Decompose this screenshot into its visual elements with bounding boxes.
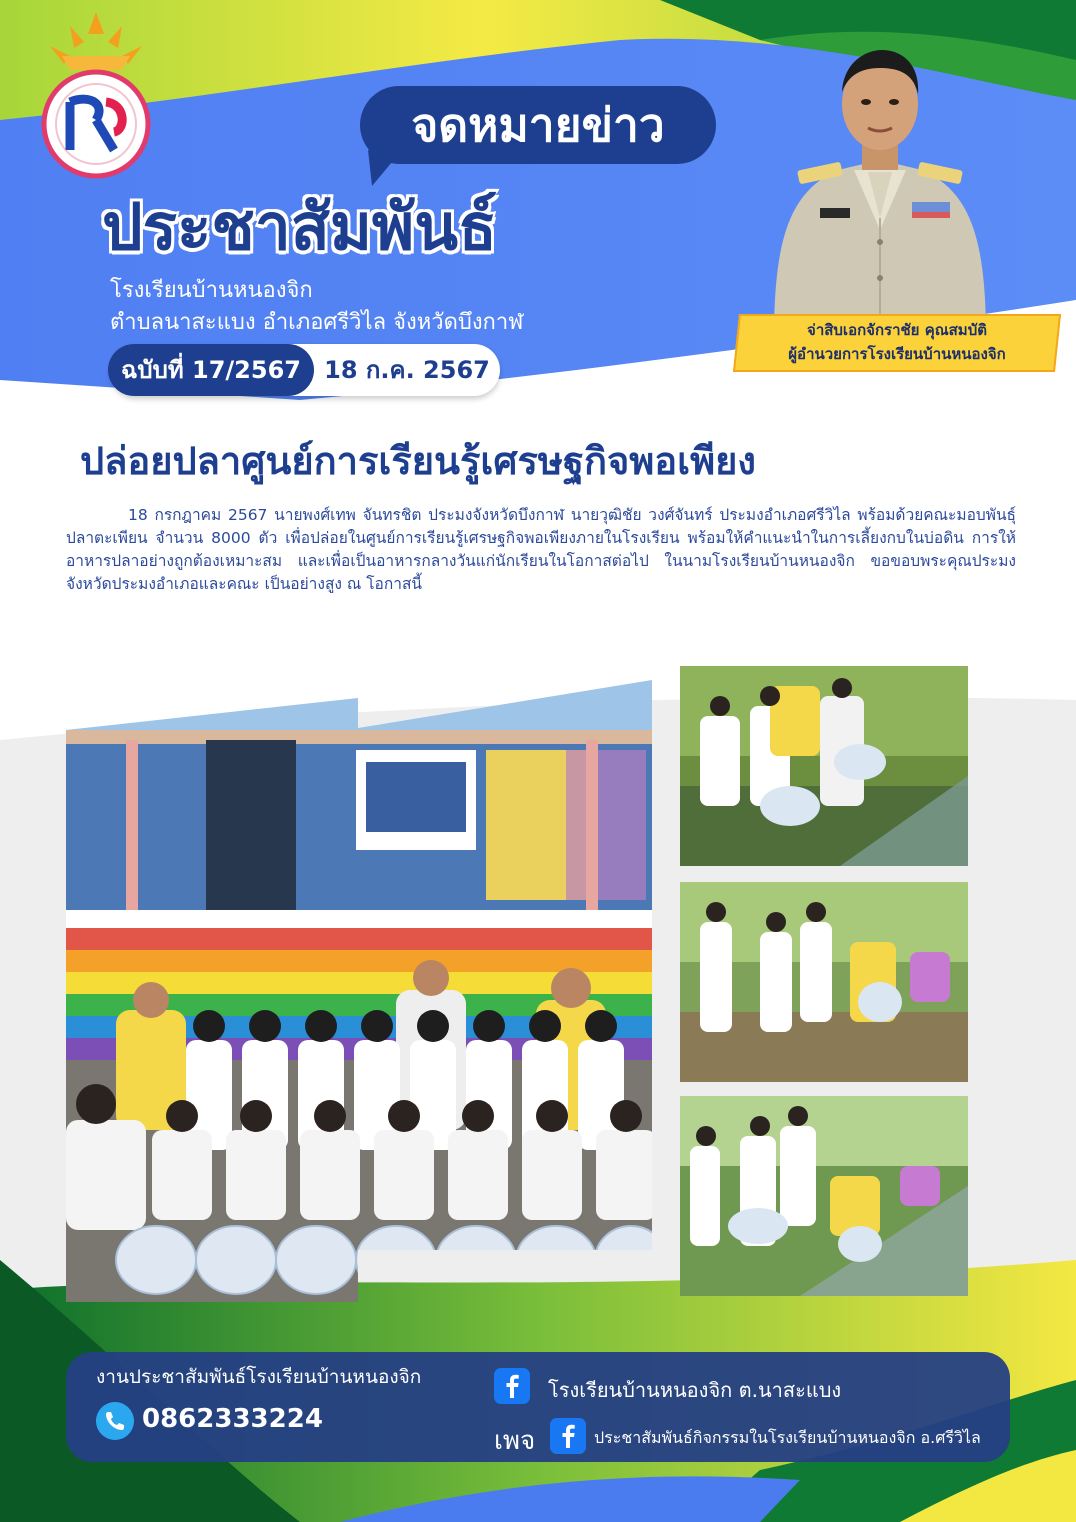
- article-paragraph: 18 กรกฎาคม 2567 นายพงศ์เทพ จันทรชิต ประมงจังหวัดบึงกาฬ นายวุฒิชัย วงศ์จันทร์ ประมงอำเภอศรีวิไล พร้อมด้วยคณะมอบพันธุ์ปลาตะเพียน จำนวน 8000 ตัว เพื่อปล่อยในศูนย์การเรียนรู้เศรษฐกิจพอเพียงภายในโรงเรียน พร้อมให้คำแนะนำในการเลี้ยงกบในบ่อดิน การให้อาหารปลาอย่างถูกต้องเหมาะสม และเพื่อเป็นอาหารกลางวันแก่นักเรียนในโอกาสต่อไป ในนามโรงเรียนบ้านหนองจิก ขอขอบพระคุณประมงจังหวัดประมงอำเภอและคณะ เป็นอย่างสูง ณ โอกาสนี้: [66, 506, 1016, 593]
- fish-release-photo-icon: [680, 666, 968, 866]
- school-name: โรงเรียนบ้านหนองจิก: [110, 278, 313, 303]
- director-position: ผู้อำนวยการโรงเรียนบ้านหนองจิก: [788, 345, 1006, 363]
- issue-number: ฉบับที่ 17/2567: [108, 344, 314, 396]
- facebook-page-2[interactable]: ประชาสัมพันธ์กิจกรรมในโรงเรียนบ้านหนองจิก อ.ศรีวิไล: [594, 1428, 981, 1447]
- school-emblem-icon: [40, 12, 152, 182]
- phone-icon: [96, 1402, 134, 1440]
- group-photo-icon: [66, 680, 652, 1302]
- article-headline: ปล่อยปลาศูนย์การเรียนรู้เศรษฐกิจพอเพียง: [80, 439, 756, 483]
- issue-date: 18 ก.ค. 2567: [324, 356, 490, 384]
- director-name: จ่าสิบเอกจักราชัย คุณสมบัติ: [807, 321, 987, 339]
- page-label: เพจ: [494, 1426, 536, 1456]
- fish-release-photo-icon: [680, 1096, 968, 1296]
- facebook-icon[interactable]: [494, 1368, 530, 1404]
- article-body: [66, 504, 1016, 596]
- pr-label: งานประชาสัมพันธ์โรงเรียนบ้านหนองจิก: [96, 1366, 422, 1388]
- fish-release-photo-icon: [680, 882, 968, 1082]
- school-address: ตำบลนาสะแบง อำเภอศรีวิไล จังหวัดบึงกาฬ: [110, 310, 524, 335]
- director-portrait-icon: [768, 42, 992, 324]
- facebook-page-1[interactable]: โรงเรียนบ้านหนองจิก ต.นาสะแบง: [548, 1378, 842, 1402]
- newsletter-title: จดหมายข่าว: [411, 98, 665, 152]
- phone-number[interactable]: 0862333224: [142, 1404, 323, 1434]
- director-caption: [736, 318, 1058, 366]
- main-title: ประชาสัมพันธ์: [102, 191, 497, 265]
- facebook-icon[interactable]: [550, 1418, 586, 1454]
